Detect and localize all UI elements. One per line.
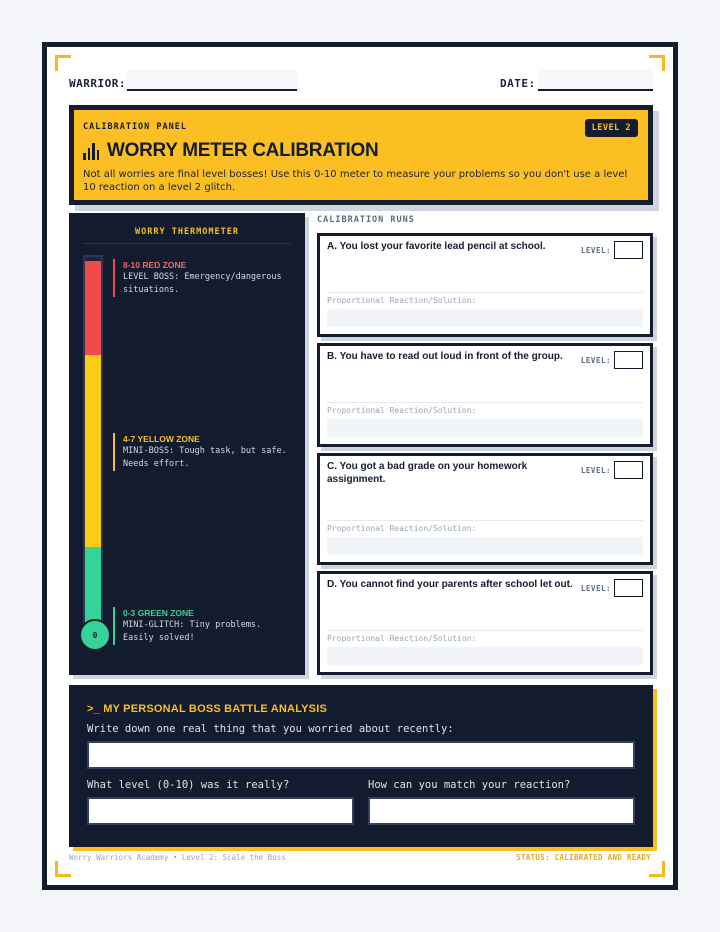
corner-bracket-top-left xyxy=(55,55,71,71)
panel-tag: CALIBRATION PANEL xyxy=(83,122,187,132)
banner-description: Not all worries are final level bosses! Use this 0-10 meter to measure your problems so you don't use a level 10 reaction on a level 2 glitch. xyxy=(83,169,628,193)
level-label: LEVEL: xyxy=(580,466,611,475)
run-question: C. You got a bad grade on your homework assignment. xyxy=(327,461,528,485)
calibration-banner xyxy=(69,105,653,205)
solution-label: Proportional Reaction/Solution: xyxy=(327,634,477,643)
divider xyxy=(327,630,643,631)
thermometer-bulb: 0 xyxy=(79,619,111,651)
run-card-d xyxy=(317,571,653,675)
corner-bracket-bottom-left xyxy=(55,861,71,877)
calibration-runs-heading: CALIBRATION RUNS xyxy=(317,215,415,225)
level-input[interactable] xyxy=(614,241,643,259)
yellow-zone xyxy=(113,433,293,471)
level-label: LEVEL: xyxy=(580,584,611,593)
page-title xyxy=(83,140,378,162)
run-question: A. You lost your favorite lead pencil at school. xyxy=(327,241,546,252)
solution-input[interactable] xyxy=(327,647,643,665)
real-level-input[interactable] xyxy=(87,797,354,825)
boss-battle-title: >_ MY PERSONAL BOSS BATTLE ANALYSIS xyxy=(87,703,327,715)
red-zone xyxy=(113,259,293,297)
thermometer-tube xyxy=(83,255,103,631)
thermometer-title: WORRY THERMOMETER xyxy=(83,227,291,244)
solution-input[interactable] xyxy=(327,537,643,555)
red-zone-description: LEVEL BOSS: Emergency/dangerous situations. xyxy=(123,272,282,295)
yellow-zone-title: 4-7 YELLOW ZONE xyxy=(123,434,200,444)
solution-label: Proportional Reaction/Solution: xyxy=(327,406,477,415)
solution-label: Proportional Reaction/Solution: xyxy=(327,524,477,533)
yellow-zone-description: MINI-BOSS: Tough task, but safe. Needs effort. xyxy=(123,446,287,469)
divider xyxy=(327,402,643,403)
date-label: DATE: xyxy=(500,77,536,90)
page-title-text: WORRY METER CALIBRATION xyxy=(107,140,379,161)
green-zone-segment xyxy=(85,547,101,629)
solution-label: Proportional Reaction/Solution: xyxy=(327,296,477,305)
boss-battle-panel xyxy=(69,685,653,847)
run-card-b xyxy=(317,343,653,447)
yellow-zone-segment xyxy=(85,355,101,547)
footer-credit: Worry Warriors Academy • Level 2: Scale the Boss xyxy=(69,853,286,862)
bar-chart-icon xyxy=(83,143,99,160)
footer-status: STATUS: CALIBRATED AND READY xyxy=(516,853,651,862)
green-zone-description: MINI-GLITCH: Tiny problems. Easily solved! xyxy=(123,620,262,643)
red-zone-segment xyxy=(85,261,101,355)
run-question: D. You cannot find your parents after school let out. xyxy=(327,579,573,590)
worry-question: Write down one real thing that you worried about recently: xyxy=(87,723,454,735)
date-field[interactable] xyxy=(538,69,653,91)
level-input[interactable] xyxy=(614,579,643,597)
reaction-input[interactable] xyxy=(368,797,635,825)
run-question: B. You have to read out loud in front of the group. xyxy=(327,351,563,362)
solution-input[interactable] xyxy=(327,419,643,437)
level-input[interactable] xyxy=(614,461,643,479)
red-zone-title: 8-10 RED ZONE xyxy=(123,260,187,270)
level-question: What level (0-10) was it really? xyxy=(87,779,290,791)
run-card-a xyxy=(317,233,653,337)
level-label: LEVEL: xyxy=(580,246,611,255)
level-label: LEVEL: xyxy=(580,356,611,365)
level-badge: LEVEL 2 xyxy=(585,119,638,137)
green-zone-title: 0-3 GREEN ZONE xyxy=(123,608,194,618)
worry-thermometer-panel xyxy=(69,213,305,675)
level-input[interactable] xyxy=(614,351,643,369)
warrior-field[interactable] xyxy=(127,69,297,91)
run-card-c xyxy=(317,453,653,565)
green-zone xyxy=(113,607,293,645)
worksheet xyxy=(42,42,678,890)
reaction-question: How can you match your reaction? xyxy=(368,779,571,791)
solution-input[interactable] xyxy=(327,309,643,327)
corner-bracket-bottom-right xyxy=(649,861,665,877)
warrior-label: WARRIOR: xyxy=(69,77,126,90)
worry-input[interactable] xyxy=(87,741,635,769)
divider xyxy=(327,292,643,293)
divider xyxy=(327,520,643,521)
